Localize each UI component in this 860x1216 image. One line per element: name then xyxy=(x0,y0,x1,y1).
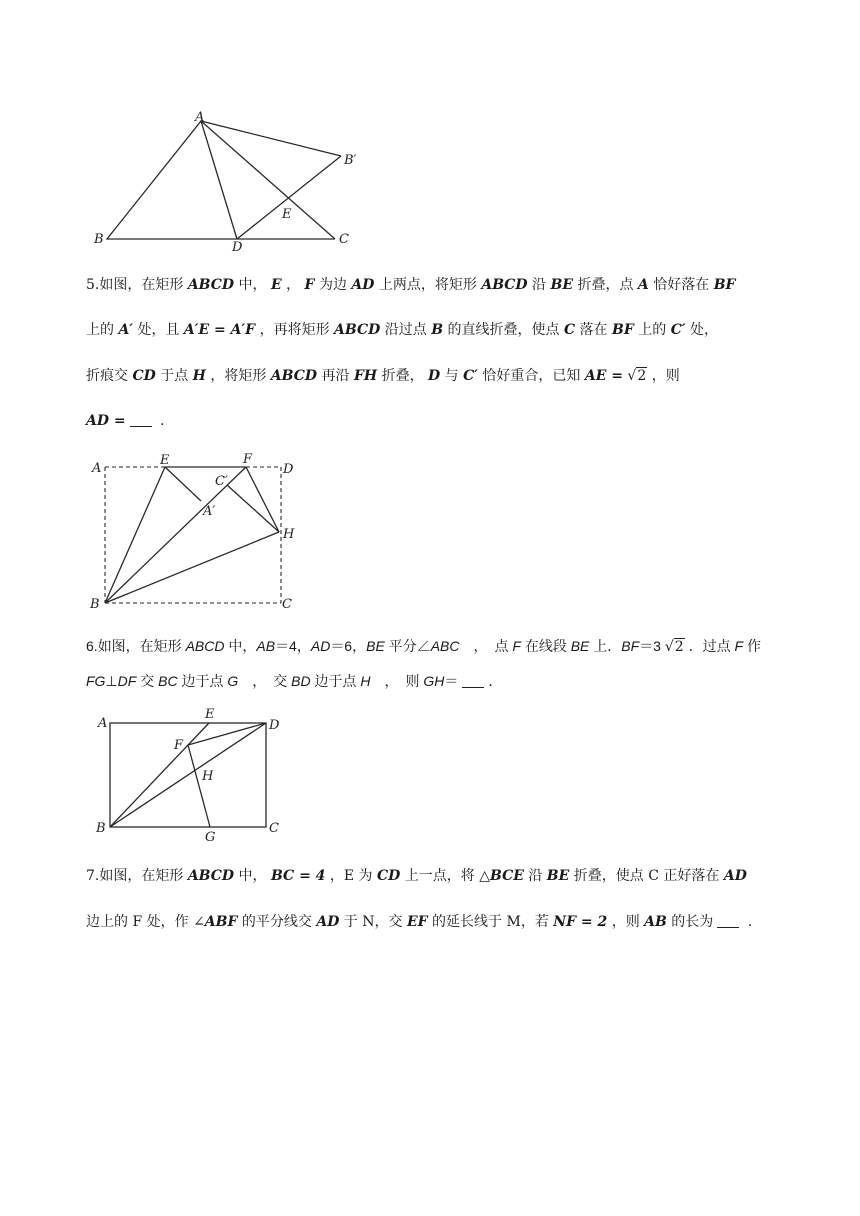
problem-7-line-1: 7.如图，在矩形 ABCD 中， BC = 4 ，E 为 CD 上一点，将 △BCE 沿 BE 折叠，使点 C 正好落在 AD xyxy=(86,868,747,884)
fig2-label-E: E xyxy=(160,453,170,468)
fig1-label-E: E xyxy=(282,207,292,222)
fig1-label-A: A xyxy=(195,110,205,125)
fig2-label-C: C xyxy=(282,597,292,612)
fig3-label-E: E xyxy=(205,707,215,722)
fig3-line-FG xyxy=(188,745,210,827)
problem-5-line-3: 折痕交 CD 于点 H ，将矩形 ABCD 再沿 FH 折叠， D 与 C′ 恰好重合，已知 AE = √2 ，则 xyxy=(86,368,680,384)
fig2-line-FH xyxy=(246,467,279,532)
fig1-label-Bp: B′ xyxy=(344,153,357,168)
answer-blank xyxy=(130,412,152,427)
fig1-line-DB' xyxy=(237,156,341,239)
fig1-line-AB' xyxy=(201,121,341,156)
fig2-label-A: A xyxy=(92,461,102,476)
fig1-label-B: B xyxy=(94,232,104,247)
fig3-label-D: D xyxy=(269,718,280,733)
problem-5-line-2: 上的 A′ 处，且 A′E = A′F ，再将矩形 ABCD 沿过点 B 的直线折叠，使点 C 落在 BF 上的 C′ 处， xyxy=(86,322,718,338)
problem-7-line-2: 边上的 F 处，作 ∠ABF 的平分线交 AD 于 N，交 EF 的延长线于 M，若 NF = 2 ，则 AB 的长为 . xyxy=(86,914,753,930)
fig3-label-F: F xyxy=(174,738,184,753)
fig2-label-H: H xyxy=(283,527,295,542)
fig3-line-FD xyxy=(188,723,266,745)
fig2-line-C'H xyxy=(227,485,279,532)
fig2-label-D: D xyxy=(283,462,294,477)
fig3-line-BE xyxy=(110,723,209,827)
sqrt-expression: √2 xyxy=(664,639,684,655)
fig3-label-B: B xyxy=(96,821,106,836)
sqrt-expression: √2 xyxy=(627,368,647,384)
problem-5-line-1: 5.如图，在矩形 ABCD 中， E ， F 为边 AD 上两点，将矩形 ABCD 沿 BE 折叠，点 A 恰好落在 BF xyxy=(86,277,736,293)
fig3-label-H: H xyxy=(202,769,214,784)
figure-rectangle-bisector xyxy=(90,703,300,843)
fig2-label-B: B xyxy=(90,597,100,612)
fig1-line-AD xyxy=(201,121,237,239)
fig2-label-Cp: C′ xyxy=(215,474,228,489)
problem-5-line-4: AD = . xyxy=(86,413,165,429)
figure-triangle-fold xyxy=(90,108,380,254)
fig3-line-BD xyxy=(110,723,266,827)
figure-rectangle-fold xyxy=(86,450,306,615)
fig2-line-EA' xyxy=(165,467,201,501)
fig1-label-C: C xyxy=(339,232,349,247)
problem-6-line-2: FG⊥DF 交 BC 边于点 G ， 交 BD 边于点 H ， 则 GH＝ ． xyxy=(86,673,503,689)
answer-blank xyxy=(462,673,484,688)
fig1-line-AC xyxy=(201,121,335,239)
answer-blank xyxy=(717,913,739,928)
fig2-label-F: F xyxy=(243,452,253,467)
fig3-label-A: A xyxy=(98,716,108,731)
fig3-label-C: C xyxy=(269,821,279,836)
problem-6-line-1: 6.如图，在矩形 ABCD 中，AB＝4，AD＝6，BE 平分∠ABC ， 点 F 在线段 BE 上．BF＝3 √2 ．过点 F 作 xyxy=(86,638,761,655)
fig3-label-G: G xyxy=(205,830,216,843)
fig1-label-D: D xyxy=(232,240,243,254)
fig2-label-Ap: A′ xyxy=(203,504,216,519)
